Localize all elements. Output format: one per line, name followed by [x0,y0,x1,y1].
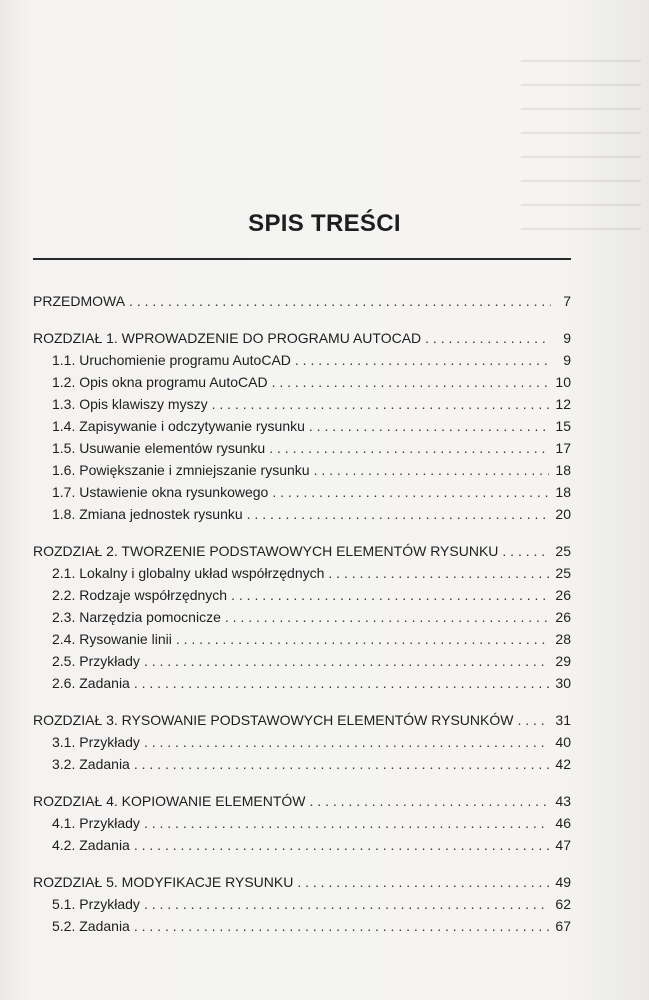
toc-entry-label: 1.3. Opis klawiszy myszy [52,396,208,412]
toc-entry-label: 5.1. Przykłady [52,896,140,912]
dot-leader [502,543,549,559]
toc-page-number: 25 [555,565,571,581]
toc-page-number: 10 [555,374,571,390]
dot-leader [134,675,550,691]
toc-entry-label: 1.8. Zmiana jednostek rysunku [52,506,243,522]
table-of-contents [33,293,571,940]
toc-entry-label: 2.1. Lokalny i globalny układ współrzędnych [52,565,325,581]
toc-page-number: 18 [555,484,571,500]
toc-page-number: 31 [555,712,571,728]
dot-leader [212,396,550,412]
dot-leader [328,565,549,581]
dot-leader [517,712,549,728]
toc-entry-label: 1.7. Ustawienie okna rysunkowego [52,484,269,500]
dot-leader [129,293,551,309]
toc-entry-label: 2.5. Przykłady [52,653,140,669]
dot-leader [425,330,551,346]
dot-leader [144,734,549,750]
toc-page-number: 18 [555,462,571,478]
toc-page-number: 25 [555,543,571,559]
toc-page-number: 12 [555,396,571,412]
toc-section-entry [33,918,571,940]
dot-leader [231,587,549,603]
toc-entry-label: 1.1. Uruchomienie programu AutoCAD [52,352,291,368]
toc-section-entry [33,609,571,631]
toc-section-entry [33,734,571,756]
show-through-text [521,60,641,320]
toc-section-entry [33,440,571,462]
dot-leader [314,462,550,478]
toc-section-entry [33,587,571,609]
dot-leader [134,756,550,772]
toc-page-number: 46 [555,815,571,831]
page-title: SPIS TREŚCI [248,210,401,237]
dot-leader [144,815,549,831]
toc-entry-label: 2.4. Rysowanie linii [52,631,172,647]
dot-leader [269,440,549,456]
toc-chapter-entry [33,330,571,352]
toc-chapter-entry [33,293,571,315]
toc-entry-label: 4.2. Zadania [52,837,130,853]
toc-section-entry [33,675,571,697]
toc-page-number: 62 [555,896,571,912]
toc-section-entry [33,631,571,653]
toc-page-number: 49 [555,874,571,890]
toc-entry-label: ROZDZIAŁ 1. WPROWADZENIE DO PROGRAMU AUTOCAD [33,330,422,346]
toc-section-entry [33,418,571,440]
toc-entry-label: ROZDZIAŁ 5. MODYFIKACJE RYSUNKU [33,874,294,890]
toc-page-number: 9 [563,330,571,346]
toc-page-number: 29 [555,653,571,669]
toc-chapter-entry [33,712,571,734]
toc-page-number: 7 [563,293,571,309]
toc-chapter-entry [33,793,571,815]
toc-entry-label: 1.4. Zapisywanie i odczytywanie rysunku [52,418,305,434]
toc-entry-label: ROZDZIAŁ 2. TWORZENIE PODSTAWOWYCH ELEMENTÓW RYSUNKU [33,543,499,559]
toc-entry-label: ROZDZIAŁ 3. RYSOWANIE PODSTAWOWYCH ELEMENTÓW RYSUNKÓW [33,712,514,728]
toc-page-number: 9 [563,352,571,368]
toc-chapter-entry [33,543,571,565]
toc-entry-label: 2.3. Narzędzia pomocnicze [52,609,221,625]
toc-page-number: 47 [555,837,571,853]
toc-section-entry [33,896,571,918]
toc-page-number: 30 [555,675,571,691]
toc-section-entry [33,352,571,374]
dot-leader [297,874,549,890]
dot-leader [272,374,550,390]
dot-leader [134,918,550,934]
toc-entry-label: 1.2. Opis okna programu AutoCAD [52,374,268,390]
toc-entry-label: PRZEDMOWA [33,293,126,309]
toc-entry-label: 2.6. Zadania [52,675,130,691]
toc-section-entry [33,374,571,396]
toc-page-number: 15 [555,418,571,434]
toc-entry-label: 1.6. Powiększanie i zmniejszanie rysunku [52,462,310,478]
toc-chapter-entry [33,874,571,896]
toc-entry-label: 5.2. Zadania [52,918,130,934]
toc-page-number: 42 [555,756,571,772]
toc-page-number: 28 [555,631,571,647]
toc-page-number: 17 [555,440,571,456]
dot-leader [144,896,549,912]
toc-page-number: 40 [555,734,571,750]
toc-page-number: 26 [555,609,571,625]
toc-entry-label: 3.1. Przykłady [52,734,140,750]
dot-leader [310,793,550,809]
toc-page-number: 43 [555,793,571,809]
title-rule [33,258,571,260]
toc-section-entry [33,506,571,528]
dot-leader [247,506,550,522]
toc-section-entry [33,396,571,418]
toc-section-entry [33,756,571,778]
dot-leader [225,609,550,625]
toc-section-entry [33,815,571,837]
toc-section-entry [33,565,571,587]
dot-leader [176,631,550,647]
dot-leader [144,653,549,669]
dot-leader [295,352,551,368]
toc-section-entry [33,837,571,859]
toc-page-number: 26 [555,587,571,603]
toc-entry-label: 2.2. Rodzaje współrzędnych [52,587,228,603]
toc-page-number: 20 [555,506,571,522]
dot-leader [134,837,550,853]
toc-entry-label: ROZDZIAŁ 4. KOPIOWANIE ELEMENTÓW [33,793,306,809]
toc-entry-label: 4.1. Przykłady [52,815,140,831]
toc-page-number: 67 [555,918,571,934]
toc-entry-label: 1.5. Usuwanie elementów rysunku [52,440,266,456]
dot-leader [309,418,550,434]
dot-leader [272,484,549,500]
toc-section-entry [33,462,571,484]
toc-section-entry [33,484,571,506]
toc-section-entry [33,653,571,675]
toc-entry-label: 3.2. Zadania [52,756,130,772]
